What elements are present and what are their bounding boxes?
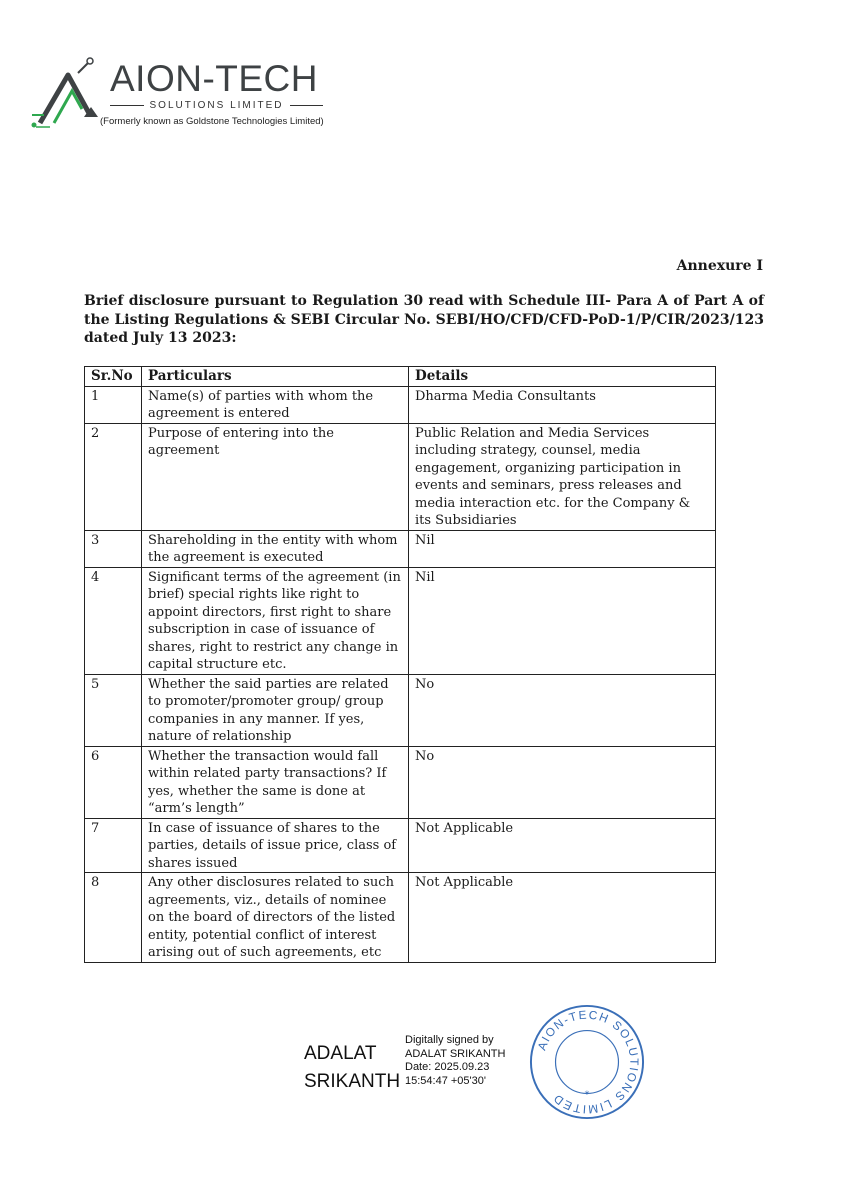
table-row <box>85 818 716 873</box>
signature-name-line2: SRIKANTH <box>304 1071 401 1092</box>
table-row <box>85 423 716 530</box>
cell-sr: 3 <box>85 530 142 567</box>
table-row <box>85 746 716 818</box>
table-header-row <box>85 367 716 387</box>
svg-text:*: * <box>584 1089 590 1101</box>
table-row <box>85 873 716 963</box>
signature-time: 15:54:47 +05'30' <box>405 1074 486 1087</box>
cell-details: Public Relation and Media Services including strategy, counsel, media engagement, organizing participation in events and seminars, press releases and media interaction etc. for the Company & its Subsidiaries <box>409 423 716 530</box>
cell-details: Nil <box>409 530 716 567</box>
seal-text: AION-TECH SOLUTIONS LIMITED <box>534 1007 642 1117</box>
table-row <box>85 386 716 423</box>
annexure-title: Annexure I <box>676 258 763 274</box>
cell-sr: 7 <box>85 818 142 873</box>
cell-sr: 2 <box>85 423 142 530</box>
signed-by-label: Digitally signed by <box>405 1034 494 1046</box>
cell-particulars: Any other disclosures related to such agreements, viz., details of nominee on the board of directors of the listed entity, potential conflict of interest arising out of such agreements, etc <box>142 873 409 963</box>
cell-sr: 4 <box>85 567 142 674</box>
cell-details: No <box>409 674 716 746</box>
cell-particulars: Name(s) of parties with whom the agreement is entered <box>142 386 409 423</box>
header-details: Details <box>409 367 716 387</box>
header-particulars: Particulars <box>142 367 409 387</box>
company-seal-icon <box>528 1003 646 1121</box>
company-name: AION-TECH <box>110 58 318 99</box>
cell-sr: 5 <box>85 674 142 746</box>
signature-name-line1: ADALAT <box>304 1043 377 1064</box>
cell-details: Dharma Media Consultants <box>409 386 716 423</box>
cell-particulars: In case of issuance of shares to the parties, details of issue price, class of shares issued <box>142 818 409 873</box>
cell-sr: 8 <box>85 873 142 963</box>
table-row <box>85 567 716 674</box>
header-srno: Sr.No <box>85 367 142 387</box>
signature-details <box>405 1034 505 1088</box>
intro-heading: Brief disclosure pursuant to Regulation 30 read with Schedule III- Para A of Part A of the Listing Regulations & SEBI Circular No. SEBI/HO/CFD/CFD-PoD-1/P/CIR/2023/123 dated July 13 2023: <box>84 293 764 346</box>
cell-particulars: Whether the said parties are related to promoter/promoter group/ group companies in any manner. If yes, nature of relationship <box>142 674 409 746</box>
cell-details: Not Applicable <box>409 873 716 963</box>
signature-name <box>304 1040 400 1096</box>
cell-particulars: Shareholding in the entity with whom the agreement is executed <box>142 530 409 567</box>
cell-sr: 1 <box>85 386 142 423</box>
formerly-known-as: (Formerly known as Goldstone Technologies Limited) <box>100 116 324 127</box>
cell-details: Not Applicable <box>409 818 716 873</box>
table-row <box>85 674 716 746</box>
cell-particulars: Purpose of entering into the agreement <box>142 423 409 530</box>
disclosure-table <box>84 366 716 963</box>
table-row <box>85 530 716 567</box>
company-subtitle: SOLUTIONS LIMITED <box>110 100 323 111</box>
signature-date: Date: 2025.09.23 <box>405 1061 490 1073</box>
cell-sr: 6 <box>85 746 142 818</box>
cell-details: Nil <box>409 567 716 674</box>
cell-details: No <box>409 746 716 818</box>
signer-name: ADALAT SRIKANTH <box>405 1047 506 1060</box>
cell-particulars: Whether the transaction would fall within related party transactions? If yes, whether the same is done at “arm’s length” <box>142 746 409 818</box>
cell-particulars: Significant terms of the agreement (in brief) special rights like right to appoint directors, first right to share subscription in case of issuance of shares, right to restrict any change in capital structure etc. <box>142 567 409 674</box>
